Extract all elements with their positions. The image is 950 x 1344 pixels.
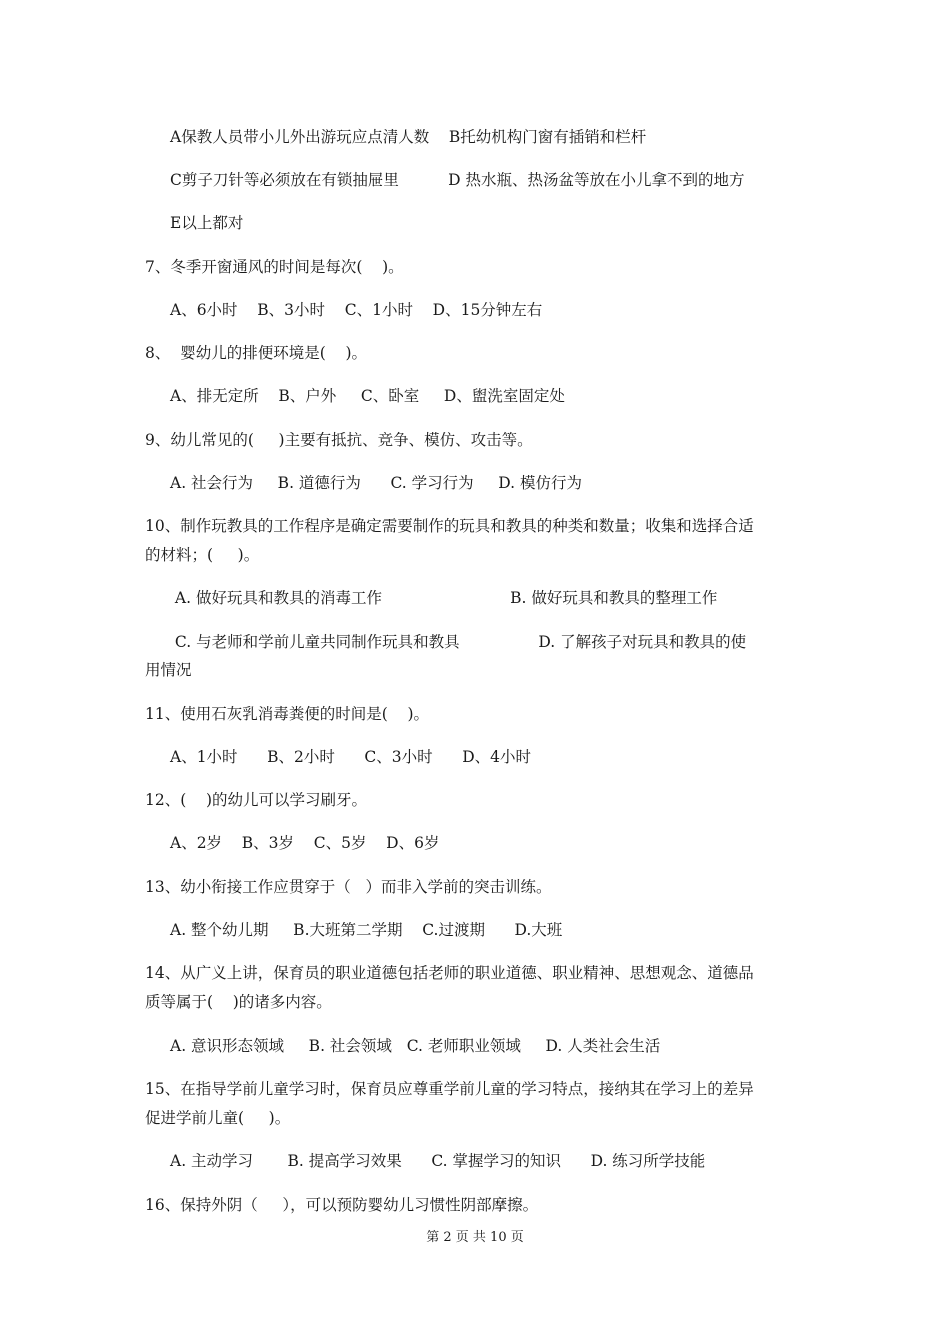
question-9: 9、幼儿常见的( )主要有抵抗、竞争、模仿、攻击等。 (145, 431, 533, 449)
option-line: E以上都对 (170, 214, 244, 232)
option-line: C剪子刀针等必须放在有锁抽屉里 D 热水瓶、热汤盆等放在小儿拿不到的地方 (170, 171, 745, 189)
question-13: 13、幼小衔接工作应贯穿于（ ）而非入学前的突击训练。 (145, 878, 552, 896)
question-14-options: A. 意识形态领域 B. 社会领域 C. 老师职业领域 D. 人类社会生活 (170, 1037, 661, 1055)
question-13-options: A. 整个幼儿期 B.大班第二学期 C.过渡期 D.大班 (170, 921, 563, 939)
option-line: A保教人员带小儿外出游玩应点清人数 B托幼机构门窗有插销和栏杆 (170, 128, 647, 146)
question-10-options-ab: A. 做好玩具和教具的消毒工作 B. 做好玩具和教具的整理工作 (170, 589, 718, 607)
question-15-options: A. 主动学习 B. 提高学习效果 C. 掌握学习的知识 D. 练习所学技能 (170, 1152, 706, 1170)
question-15: 15、在指导学前儿童学习时，保育员应尊重学前儿童的学习特点，接纳其在学习上的差异 (145, 1080, 754, 1098)
question-10-cont: 的材料；( )。 (145, 546, 260, 564)
question-14: 14、从广义上讲，保育员的职业道德包括老师的职业道德、职业精神、思想观念、道德品 (145, 964, 754, 982)
question-16: 16、保持外阴（ ），可以预防婴幼儿习惯性阴部摩擦。 (145, 1196, 539, 1214)
question-12: 12、( )的幼儿可以学习刷牙。 (145, 791, 368, 809)
page-footer: 第 2 页 共 10 页 (426, 1230, 524, 1245)
question-14-cont: 质等属于( )的诸多内容。 (145, 993, 332, 1011)
question-10-options-cd: C. 与老师和学前儿童共同制作玩具和教具 D. 了解孩子对玩具和教具的使 (170, 633, 747, 651)
question-15-cont: 促进学前儿童( )。 (145, 1109, 291, 1127)
question-9-options: A. 社会行为 B. 道德行为 C. 学习行为 D. 模仿行为 (170, 474, 583, 492)
question-7: 7、冬季开窗通风的时间是每次( )。 (145, 258, 404, 276)
question-12-options: A、2岁 B、3岁 C、5岁 D、6岁 (170, 834, 440, 852)
question-8-options: A、排无定所 B、户外 C、卧室 D、盥洗室固定处 (170, 387, 565, 405)
question-10: 10、制作玩教具的工作程序是确定需要制作的玩具和教具的种类和数量；收集和选择合适 (145, 517, 754, 535)
question-11-options: A、1小时 B、2小时 C、3小时 D、4小时 (170, 748, 532, 766)
question-10-options-cont: 用情况 (145, 661, 192, 679)
question-8: 8、 婴幼儿的排便环境是( )。 (145, 344, 368, 362)
question-7-options: A、6小时 B、3小时 C、1小时 D、15分钟左右 (170, 301, 543, 319)
question-11: 11、使用石灰乳消毒粪便的时间是( )。 (145, 705, 430, 723)
